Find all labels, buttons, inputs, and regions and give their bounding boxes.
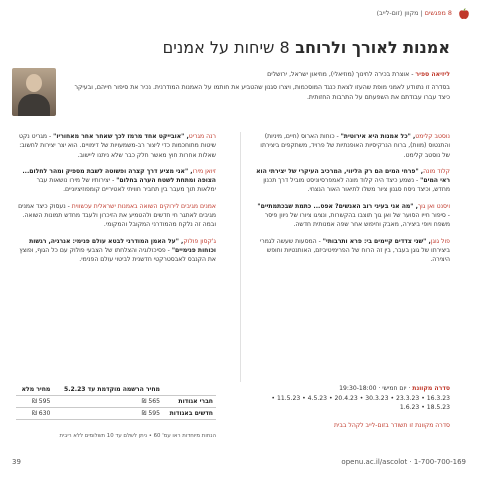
table-row	[16, 408, 216, 420]
left-column	[16, 132, 216, 272]
lecture-body: - נעסוק כיצד אמנים מגיבים לאתגר חי חדשים ולהטמיע את הזיכרון ולעבד מחדש תמונות השואה. ובמה זה נלקח מהמודרני המקובל והמקומי.	[18, 202, 216, 229]
price-early: 565 ₪	[53, 396, 163, 408]
header-separator: |	[420, 9, 423, 17]
right-column	[254, 132, 450, 272]
price-header-label	[163, 384, 216, 396]
schedule-time: 19:30-18:00	[339, 385, 377, 392]
lecture-entry	[16, 132, 216, 160]
table-row	[16, 396, 216, 408]
photo-head	[26, 74, 42, 92]
schedule-block: סדרה מקוונת · יום חמישי · 19:30-18:00 16.3.23 • 23.3.23 • 30.3.23 • 20.4.23 • 4.5.23 • 11.5.23 • 18.5.23 • 1.6.23 סדרה מקוונת זו תשודר בזום-לייב לקהל בבית	[250, 384, 450, 430]
lecture-name: קלוד מונה	[423, 167, 450, 175]
apple-icon	[458, 8, 470, 20]
lecturer-desc: - אוצרת בכירה לחינוך (מוזיאלי), מוזיאון ישראל, ירושלים	[267, 71, 416, 78]
lecture-body: - המסעות שעשה לגמרי ביצירתו של גוגן בעבר, בין זה הרוח של הפרימיטיביזם, האותנטיות וחופש היצירה.	[259, 237, 450, 264]
price-early: 595 ₪	[53, 408, 163, 420]
lecture-heading: , "על האמן המודרני לבטא עולם פנימי: אנרגיה, רגשות וכוחות פנימיים"	[29, 237, 216, 254]
lecture-entry	[254, 202, 450, 230]
lecture-name: אמנים מגיבים לירוקים השואה באמנות ישראלית עכשווית	[71, 202, 216, 210]
price-note: הנחות מיוחדות ראו עמ' 60 • ניתן לשלם עד 10 תשלומים ללא ריבית	[59, 433, 216, 439]
lecture-body: - כוחות הארוס (חיים, מיניות) והתנטוס (מוות), ברוח הנרקיסיות האופנתיות של פרויד, משתקפים ביצירתו של נוסטב קלימט.	[260, 133, 450, 159]
header-breadcrumb	[377, 9, 452, 17]
intro-body: בסדרה זו נתוודע לאמני מופת שהעזו לצאת כנגד המוסכמות, ויצרו סגנון שהטביע את חותמו על האמנות המודרנית. נכיר את סיפור חייהם, ובעיקר כיצד עברו עבודתם את השפעתם על התרבות החזותית.	[74, 84, 450, 101]
title-rest: 8 שיחות על אמנים	[162, 38, 290, 57]
schedule-dates: 16.3.23 • 23.3.23 • 30.3.23 • 20.4.23 • 4.5.23 • 11.5.23 • 18.5.23 • 1.6.23	[271, 394, 450, 412]
intro-block	[72, 70, 450, 102]
lecture-body: - סיפור חייו הסוער של ואן גוך תוצבו בהקשרות, ונציגו ציורו של ניוון פיסר משפח ויופי ביצירה, מאבק וחיפוש אחר שפה אמנותית חדשה.	[264, 212, 450, 229]
lecture-entry	[254, 167, 450, 195]
lecturer-name: ליזיאה ספיר	[415, 71, 450, 78]
price-full: 595 ₪	[16, 396, 53, 408]
schedule-label: סדרה מקוונת	[412, 385, 450, 392]
lecture-heading: , "אובייקט אחד מרמז לכך שאחר אחר מאחוריו"	[53, 133, 189, 140]
footer-contact-link[interactable]: openu.ac.il/ascolot · 1-700-700-169	[341, 458, 466, 466]
lecture-name: ויסנט ואן גוך	[417, 202, 450, 210]
lecture-body: - מגריט נקט שיטות מתוחכמות כדי ליצור רב-משמעויות של דימויים. הוא יצר יצירות לחשוב: שאלות אחרות חוץ מאשר חלק כבר שלא ניתנו ליישוב.	[19, 133, 216, 159]
price-row-label: חדשים באגודות	[163, 408, 216, 420]
lecture-entry	[16, 167, 216, 195]
lecture-name: ג'קסון פולוק	[183, 237, 216, 245]
lecture-heading: , "מה אני בעיני רוב האנשים? אפס... כתמת שבכתמתיים"	[257, 202, 418, 210]
schedule-note: סדרה מקוונת זו תשודר בזום-לייב לקהל בבית	[334, 421, 450, 429]
lecture-heading: , "פרחי המים הם רק הליווי, המרכיב העיקרי של יצירתי הוא ראי המים"	[256, 167, 450, 185]
lecture-body: - פסיכולוגיה והצלחתו של הצבעי פולוק עם כל הגוף, ופוצץ את הקנבס לאבסטרקטי חדשנית לביטוי עולם הפנימי.	[19, 246, 216, 264]
lecture-heading: , "כל אמנות היא אירוטית"	[340, 133, 416, 140]
lecture-body: - נשמע כיצד היה קלוד מונה לאמפרסיוניסט מוביל דרך תכנון מחדש, וכיצד ניסח סגנון ציור משלו לתיאור האור הנצחי.	[263, 177, 450, 194]
lecture-name: פול גוגן	[430, 237, 450, 245]
price-table	[16, 384, 216, 420]
title-main: אמנות לאורך ולרוחב	[295, 38, 450, 57]
page-title	[163, 38, 450, 57]
price-header-early: מחיר הרשמה מוקדמת עד 5.2.23	[53, 384, 163, 396]
page-footer	[12, 458, 466, 470]
lecture-entry	[254, 237, 450, 265]
lecture-name: נוסטב קלימט	[415, 133, 450, 140]
lecture-body: - יצירותיו של מירו נושאות עבר ימלאות תוך מעבר בין תחביר חוויתי לאטיריים קומפוזיציוניים.	[36, 177, 216, 194]
price-header-full: מחיר מלא	[16, 384, 53, 396]
column-divider	[240, 132, 241, 382]
lecture-name: רנה מגריט	[188, 133, 216, 140]
photo-body	[18, 94, 50, 116]
lecturer-photo	[12, 68, 56, 116]
lecture-heading: , "אני מציע דרך קצרה ופשוטה לשבת מספיק ומהר לחלום... הצופה ומתחת לשטח הערה בחלום"	[22, 167, 216, 185]
lecture-entry	[254, 132, 450, 160]
schedule-day: יום חמישי	[382, 385, 407, 392]
lecture-entry	[16, 202, 216, 230]
lecture-name: זיואן מירו	[192, 167, 216, 175]
price-row-label: חברי אגודות	[163, 396, 216, 408]
header-brand: מקוון (זום-לייב)	[376, 9, 419, 17]
lecture-heading: , "שני צדדים קיימים בי: פרא ותרבותי"	[322, 237, 431, 245]
header-section: 8 מפגשים	[424, 9, 452, 17]
page-header	[10, 8, 470, 22]
price-full: 630 ₪	[16, 408, 53, 420]
page-number: 39	[12, 458, 21, 466]
lecture-entry	[16, 237, 216, 265]
